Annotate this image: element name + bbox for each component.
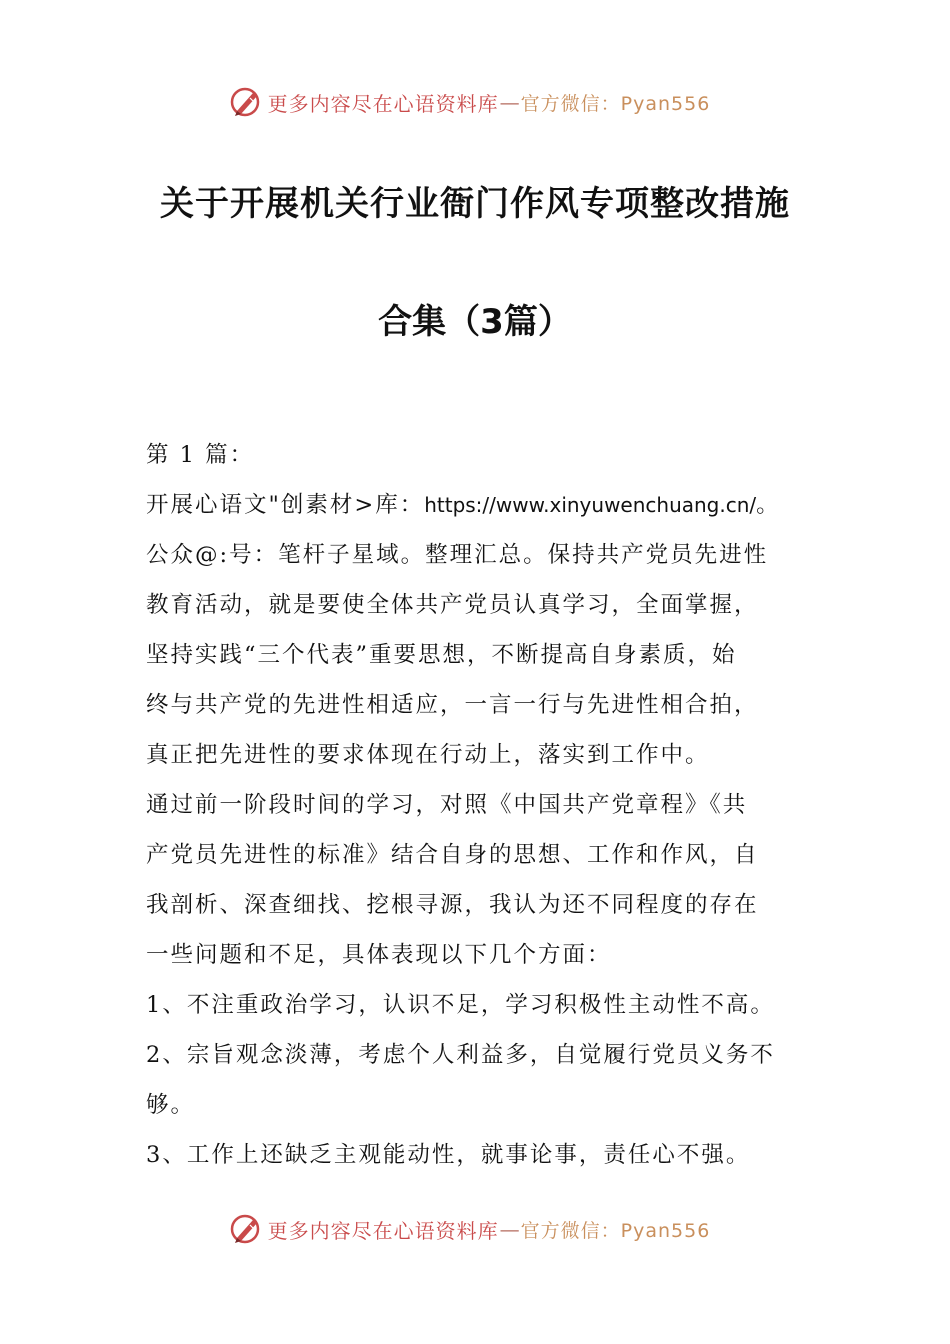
body-line: 通过前一阶段时间的学习，对照《中国共产党章程》《共 xyxy=(146,792,748,818)
list-item-2: 2、宗旨观念淡薄，考虑个人利益多，自觉履行党员义务不 xyxy=(146,1042,775,1068)
body-line: 终与共产党的先进性相适应，一言一行与先进性相合拍， xyxy=(146,692,759,718)
watermark-dash: — xyxy=(499,1217,520,1241)
body-line-suffix: 。 xyxy=(756,492,781,518)
body-line-prefix: 开展心语文"创素材>库： xyxy=(146,492,425,518)
pen-circle-logo-icon xyxy=(228,1211,264,1247)
body-line: 教育活动，就是要使全体共产党员认真学习，全面掌握， xyxy=(146,592,759,618)
document-body xyxy=(146,430,811,1180)
list-item-1: 1、不注重政治学习，认识不足，学习积极性主动性不高。 xyxy=(146,992,775,1018)
watermark-brand-text: 更多内容尽在心语资料库 xyxy=(267,1218,499,1243)
watermark-brand-text: 更多内容尽在心语资料库 xyxy=(267,91,499,116)
document-title-line-2: 合集（3篇） xyxy=(378,302,572,342)
body-line xyxy=(146,480,811,530)
watermark-dash: — xyxy=(499,90,520,114)
body-line: 产党员先进性的标准》结合自身的思想、工作和作风，自 xyxy=(146,842,759,868)
source-url-link[interactable]: https://www.xinyuwenchuang.cn/ xyxy=(424,493,757,517)
section-heading: 第 1 篇： xyxy=(146,442,255,468)
body-line: 坚持实践“三个代表”重要思想，不断提高自身素质，始 xyxy=(146,642,737,668)
list-item-3: 3、工作上还缺乏主观能动性，就事论事，责任心不强。 xyxy=(146,1142,751,1168)
header-watermark-banner xyxy=(0,82,950,122)
watermark-wechat-text: 官方微信：Pyan556 xyxy=(520,1219,711,1242)
body-line: 真正把先进性的要求体现在行动上，落实到工作中。 xyxy=(146,742,710,768)
pen-circle-logo-icon xyxy=(228,84,264,120)
document-title-line-1: 关于开展机关行业衙门作风专项整改措施 xyxy=(160,184,790,224)
body-line: 我剖析、深查细找、挖根寻源，我认为还不同程度的存在 xyxy=(146,892,759,918)
list-item-2-continued: 够。 xyxy=(146,1092,196,1118)
body-line: 公众@:号：笔杆子星域。整理汇总。保持共产党员先进性 xyxy=(146,542,769,568)
footer-watermark-banner xyxy=(0,1209,950,1249)
watermark-wechat-text: 官方微信：Pyan556 xyxy=(520,92,711,115)
body-line: 一些问题和不足，具体表现以下几个方面： xyxy=(146,942,612,968)
